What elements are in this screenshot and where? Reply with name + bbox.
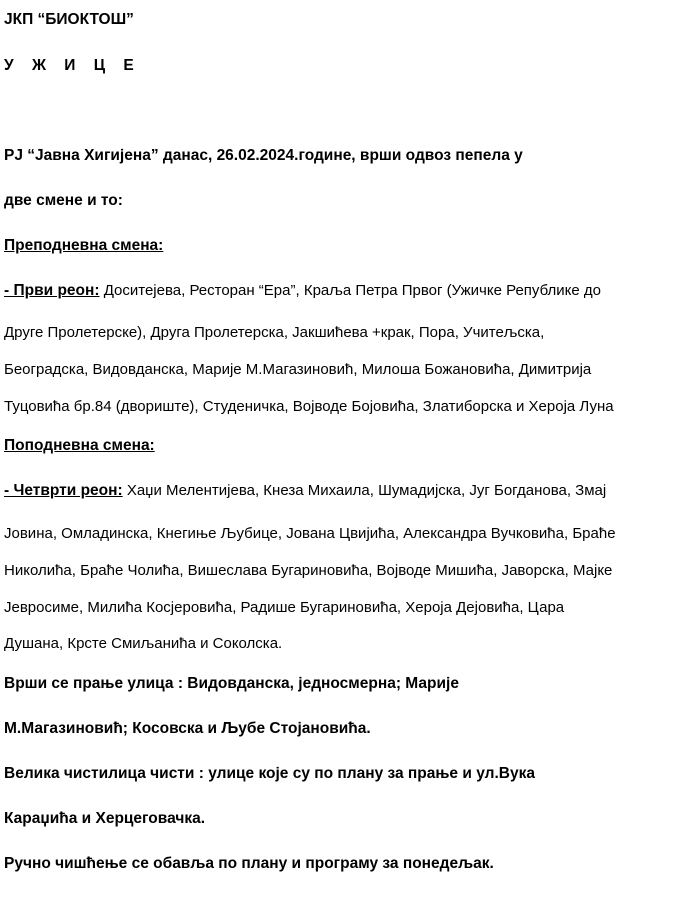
manual-cleaning-line: Ручно чишћење се обавља по плану и програму за понедељак. — [4, 855, 494, 872]
intro-line-1: РЈ “Јавна Хигијена” данас, 26.02.2024.године, врши одвоз пепела у — [4, 147, 523, 164]
morning-region-line-1 — [4, 283, 601, 299]
morning-region-line-3: Београдска, Видовданска, Марије М.Магазиновић, Милоша Божановића, Димитрија — [4, 361, 592, 378]
morning-region-line-2: Друге Пролетерске), Друга Пролетерска, Јакшићева +крак, Пора, Учитељска, — [4, 324, 545, 341]
afternoon-region-line-5: Душана, Крсте Смиљанића и Соколска. — [4, 635, 283, 652]
afternoon-region-line-1 — [4, 483, 606, 499]
washing-line-2: М.Магазиновић; Косовска и Љубе Стојановића. — [4, 720, 371, 737]
city-name: У Ж И Ц Е — [4, 57, 141, 74]
sweeper-line-2: Караџића и Херцеговачка. — [4, 810, 206, 827]
morning-shift-heading: Преподневна смена: — [4, 237, 164, 254]
afternoon-region-label: - Четврти реон: — [4, 482, 123, 499]
morning-region-label: - Први реон: — [4, 282, 100, 299]
company-name: ЈКП “БИОКТОШ” — [4, 11, 134, 28]
morning-region-line-4: Туцовића бр.84 (двориште), Студеничка, Војводе Бојовића, Златиборска и Хероја Луна — [4, 398, 614, 415]
afternoon-region-text: Хаџи Мелентијева, Кнеза Михаила, Шумадијска, Југ Богданова, Змај — [122, 482, 607, 499]
intro-line-2: две смене и то: — [4, 192, 123, 209]
sweeper-line-1: Велика чистилица чисти : улице које су по плану за прање и ул.Вука — [4, 765, 535, 782]
afternoon-region-line-2: Јовина, Омладинска, Кнегиње Љубице, Јована Цвијића, Александра Вучковића, Браће — [4, 525, 616, 542]
washing-line-1: Врши се прање улица : Видовданска, једносмерна; Марије — [4, 675, 459, 692]
afternoon-region-line-4: Јевросиме, Милића Косјеровића, Радише Бугариновића, Хероја Дејовића, Цара — [4, 599, 565, 616]
afternoon-shift-heading: Поподневна смена: — [4, 437, 155, 454]
morning-region-text: Доситејева, Ресторан “Ера”, Краља Петра Првог (Ужичке Републике до — [99, 282, 601, 299]
afternoon-region-line-3: Николића, Браће Чолића, Вишеслава Бугариновића, Војводе Мишића, Јаворска, Мајке — [4, 562, 613, 579]
